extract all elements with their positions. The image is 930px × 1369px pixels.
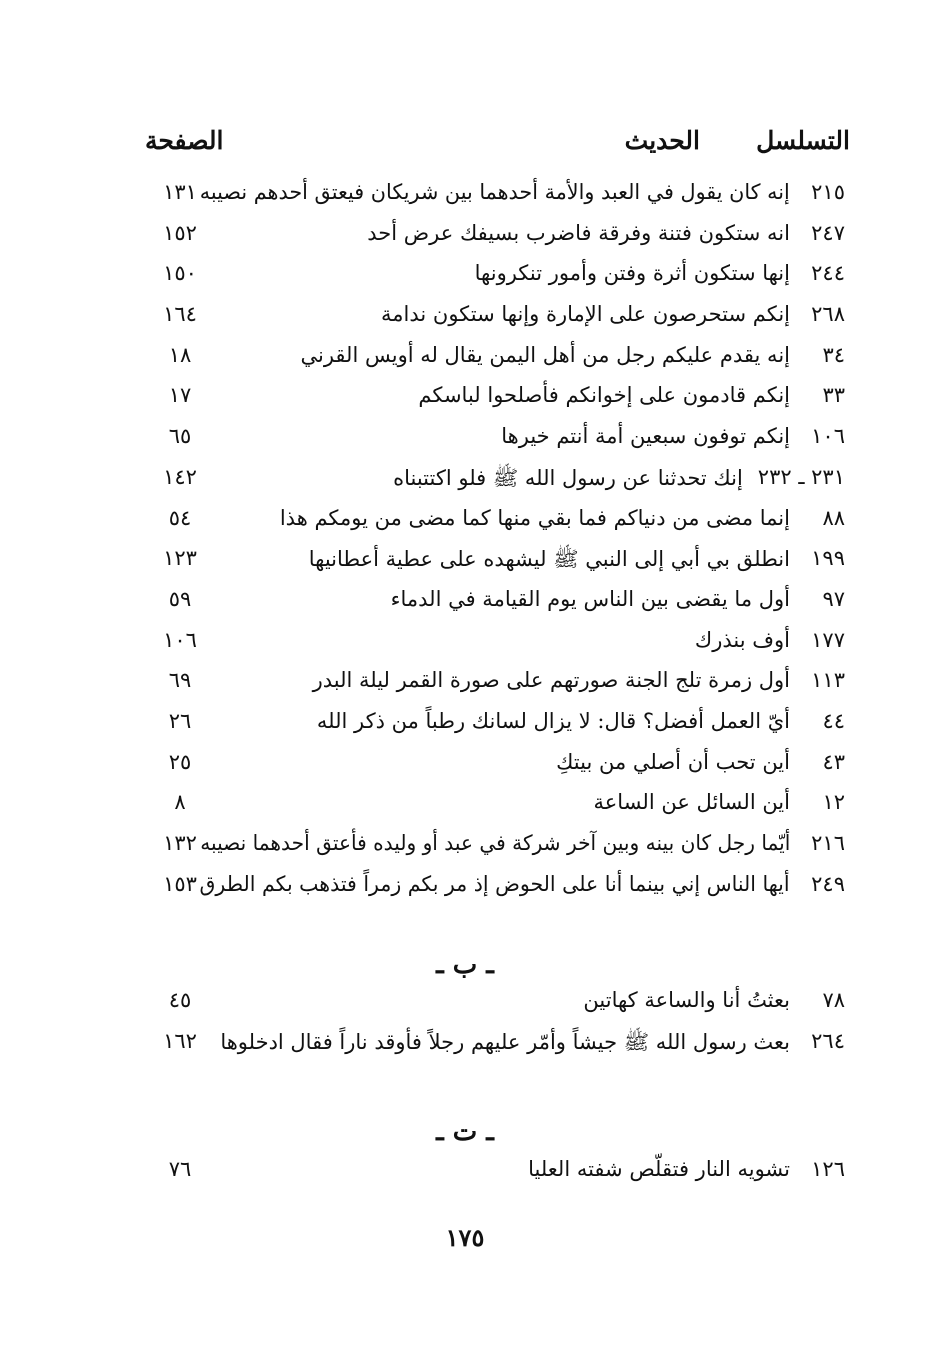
entry-serial-number: ١١٣	[811, 668, 845, 693]
entry-page-number: ٥٤	[168, 505, 192, 530]
entry-serial-number: ٢٦٤	[811, 1028, 845, 1053]
entry-serial-number: ٤٣	[822, 749, 845, 774]
entry-hadith-text: إنكم توفون سبعين أمة أنتم خيرها	[501, 424, 790, 449]
index-entry	[130, 872, 845, 913]
entry-hadith-text: إنكم ستحرصون على الإمارة وإنها ستكون ندامة	[381, 302, 790, 327]
index-entry	[130, 465, 845, 506]
index-entry	[130, 302, 845, 343]
entry-hadith-text: أين السائل عن الساعة	[593, 790, 790, 815]
entry-hadith-text: أوف بنذرك	[694, 627, 790, 652]
index-entry	[130, 587, 845, 628]
index-entry	[130, 668, 845, 709]
entry-page-number: ٦٩	[168, 668, 192, 693]
entry-serial-number: ٩٧	[822, 586, 845, 611]
entry-hadith-text: إنك تحدثنا عن رسول الله ﷺ فلو اكتتبناه	[393, 465, 743, 490]
entry-page-number: ٥٩	[168, 586, 192, 611]
entry-hadith-text: أيّ العمل أفضل؟ قال: لا يزال لسانك رطباً من ذكر الله	[316, 708, 790, 733]
column-header	[130, 126, 850, 166]
index-entry	[130, 383, 845, 424]
entry-hadith-text: أيها الناس إني بينما أنا على الحوض إذ مر بكم زمراً فتذهب بكم الطرق	[199, 871, 790, 896]
entry-serial-number: ١٠٦	[811, 424, 845, 449]
index-entry	[130, 343, 845, 384]
entries-ta-section	[130, 1157, 845, 1198]
entries-ba-section	[130, 988, 845, 1069]
index-entry	[130, 831, 845, 872]
section-heading-ta: ـ ت ـ	[436, 1117, 494, 1147]
entry-serial-number: ٢١٦	[811, 831, 845, 855]
entry-hadith-text: إنه كان يقول في العبد والأمة أحدهما بين شريكان فيعتق أحدهم نصيبه	[199, 180, 790, 204]
entry-serial-number: ٣٤	[822, 342, 845, 367]
entry-page-number: ١٨	[168, 342, 192, 367]
index-entry	[130, 261, 845, 302]
entry-hadith-text: أين تحب أن أصلي من بيتكِ	[556, 749, 790, 774]
entry-hadith-text: تشويه النار فتقلّص شفته العليا	[528, 1157, 790, 1181]
entry-hadith-text: بعث رسول الله ﷺ جيشاً وأمّر عليهم رجلاً فأوقد ناراً فقال ادخلوها	[220, 1029, 790, 1054]
entry-hadith-text: انه ستكون فتنة وفرقة فاضرب بسيفك عرض أحد	[367, 220, 790, 245]
entry-hadith-text: إنما مضى من دنياكم فما بقي منها كما مضى من يومكم هذا	[279, 505, 790, 530]
entry-page-number: ٤٥	[168, 988, 192, 1012]
header-page: الصفحة	[145, 126, 224, 155]
entry-page-number: ٧٦	[168, 1157, 192, 1181]
entry-page-number: ١٠٦	[163, 627, 197, 652]
entry-serial-number: ٢٣١ ـ ٢٣٢	[757, 464, 845, 489]
entry-page-number: ٢٦	[168, 708, 192, 733]
section-heading-ba: ـ ب ـ	[436, 950, 494, 980]
entry-serial-number: ٢١٥	[811, 180, 845, 204]
index-entry	[130, 709, 845, 750]
index-entry	[130, 424, 845, 465]
entry-page-number: ١٧	[168, 383, 192, 408]
index-entry	[130, 790, 845, 831]
entry-page-number: ١٥٢	[163, 220, 197, 245]
entry-page-number: ٢٥	[168, 749, 192, 774]
entry-hadith-text: إنكم قادمون على إخوانكم فأصلحوا لباسكم	[418, 383, 790, 408]
page-number: ١٧٥	[445, 1223, 485, 1252]
entry-serial-number: ١٩٩	[811, 546, 845, 571]
entry-serial-number: ٢٦٨	[811, 302, 845, 327]
entry-page-number: ١٤٢	[163, 464, 197, 489]
index-entry	[130, 750, 845, 791]
entry-hadith-text: إنه يقدم عليكم رجل من أهل اليمن يقال له أويس القرني	[300, 342, 790, 367]
entry-page-number: ٦٥	[168, 424, 192, 449]
index-entry	[130, 180, 845, 221]
entry-hadith-text: إنها ستكون أثرة وفتن وأمور تنكرونها	[474, 261, 790, 286]
index-entry	[130, 506, 845, 547]
entry-serial-number: ٢٤٤	[811, 261, 845, 286]
entry-serial-number: ١٢٦	[811, 1157, 845, 1181]
entry-page-number: ٨	[174, 790, 186, 815]
index-entry	[130, 1157, 845, 1198]
entry-serial-number: ٢٤٧	[811, 220, 845, 245]
entry-serial-number: ٢٤٩	[811, 871, 845, 896]
entry-hadith-text: أول زمرة تلج الجنة صورتهم على صورة القمر ليلة البدر	[312, 668, 790, 693]
entry-serial-number: ١٧٧	[811, 627, 845, 652]
header-hadith: الحديث	[624, 126, 700, 155]
entry-serial-number: ٣٣	[822, 383, 845, 408]
index-entry	[130, 221, 845, 262]
index-entry	[130, 1029, 845, 1070]
header-serial: التسلسل	[756, 126, 850, 155]
entry-serial-number: ٤٤	[822, 708, 845, 733]
entry-page-number: ١٢٣	[163, 546, 197, 571]
index-entry	[130, 988, 845, 1029]
entry-hadith-text: انطلق بي أبي إلى النبي ﷺ ليشهده على عطية أعطانيها	[308, 547, 790, 572]
entry-hadith-text: أيّما رجل كان بينه وبين آخر شركة في عبد أو وليده فأعتق أحدهما نصيبه	[199, 831, 790, 855]
entry-page-number: ١٦٢	[163, 1028, 197, 1053]
entries-alif-section	[130, 180, 845, 912]
entry-page-number: ١٣١	[163, 180, 197, 204]
entry-serial-number: ٨٨	[822, 505, 845, 530]
index-entry	[130, 546, 845, 587]
entry-page-number: ١٣٢	[163, 831, 197, 855]
index-entry	[130, 628, 845, 669]
entry-page-number: ١٥٠	[163, 261, 197, 286]
entry-page-number: ١٥٣	[163, 871, 197, 896]
entry-serial-number: ٧٨	[822, 988, 845, 1012]
entry-hadith-text: أول ما يقضى بين الناس يوم القيامة في الدماء	[390, 586, 790, 611]
entry-serial-number: ١٢	[822, 790, 845, 815]
entry-page-number: ١٦٤	[163, 302, 197, 327]
entry-hadith-text: بعثتُ أنا والساعة كهاتين	[583, 988, 790, 1012]
